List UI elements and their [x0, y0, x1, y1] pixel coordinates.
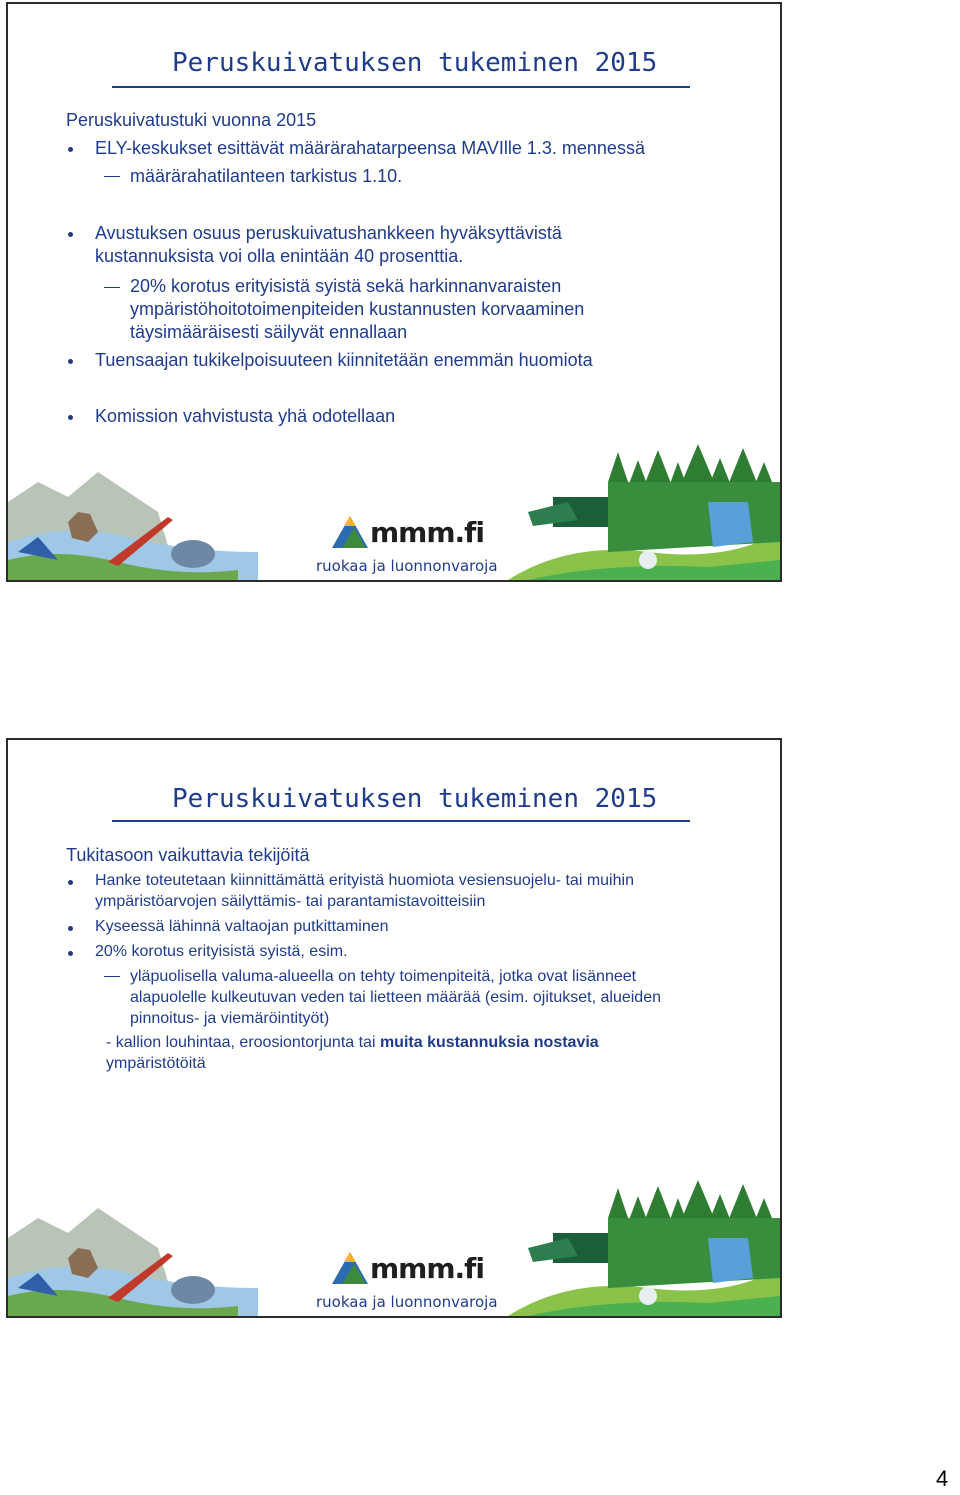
bullet-icon [68, 880, 73, 885]
note-text-plain: - kallion louhintaa, eroosiontorjunta tai [106, 1034, 380, 1051]
sub-bullet-text: määrärahatilanteen tarkistus 1.10. [130, 166, 403, 186]
bullet-text: Avustuksen osuus peruskuivatushankkeen hyväksyttävistä [95, 223, 562, 243]
sub-bullet-text-cont: alapuolelle kulkeutuvan veden tai lietteen määrää (esim. ojitukset, alueiden [130, 989, 661, 1006]
bullet-icon [68, 951, 73, 956]
bullet-text: Kyseessä lähinnä valtaojan putkittaminen [95, 918, 389, 935]
slide-1 [6, 2, 782, 582]
dash-icon [104, 976, 120, 977]
logo-tagline: ruokaa ja luonnonvaroja [316, 557, 498, 575]
bullet-text-cont: kustannuksista voi olla enintään 40 prosenttia. [95, 246, 464, 266]
section-heading: Tukitasoon vaikuttavia tekijöitä [66, 845, 310, 865]
note-text [106, 1034, 599, 1052]
bullet-icon [68, 232, 73, 237]
slide-title: Peruskuivatuksen tukeminen 2015 [172, 784, 658, 814]
logo-tagline: ruokaa ja luonnonvaroja [316, 1293, 498, 1311]
logo-wordmark: mmm.fi [370, 516, 484, 549]
note-text-bold: muita kustannuksia nostavia [379, 1034, 599, 1051]
mmm-logo-icon [330, 514, 370, 550]
logo-wordmark: mmm.fi [370, 1252, 484, 1285]
bullet-text: ELY-keskukset esittävät määrärahatarpeensa MAVIlle 1.3. mennessä [95, 138, 645, 158]
section-heading: Peruskuivatustuki vuonna 2015 [66, 110, 317, 130]
bullet-icon [68, 926, 73, 931]
sub-bullet-text: 20% korotus erityisistä syistä sekä harkinnanvaraisten [130, 276, 562, 296]
slide-title: Peruskuivatuksen tukeminen 2015 [172, 48, 658, 78]
note-text-cont: ympäristötöitä [106, 1055, 206, 1072]
title-underline [112, 86, 690, 88]
sub-bullet-text: yläpuolisella valuma-alueella on tehty toimenpiteitä, jotka ovat lisänneet [130, 968, 637, 985]
slide-2 [6, 738, 782, 1318]
dash-icon [104, 287, 120, 288]
bullet-text-cont: ympäristöarvojen säilyttämis- tai parantamistavoitteisiin [95, 893, 486, 910]
bullet-icon [68, 147, 73, 152]
bullet-text: Hanke toteutetaan kiinnittämättä erityistä huomiota vesiensuojelu- tai muihin [95, 872, 634, 889]
sub-bullet-text-cont: täysimääräisesti säilyvät ennallaan [130, 322, 408, 342]
bullet-text: Komission vahvistusta yhä odotellaan [95, 406, 396, 426]
page-number: 4 [936, 1466, 949, 1491]
bullet-text: Tuensaajan tukikelpoisuuteen kiinnitetään enemmän huomiota [95, 350, 593, 370]
dash-icon [104, 176, 120, 177]
sub-bullet-text-cont: ympäristöhoitotoimenpiteiden kustannusten korvaaminen [130, 299, 585, 319]
mmm-logo-icon [330, 1250, 370, 1286]
bullet-icon [68, 415, 73, 420]
bullet-text: 20% korotus erityisistä syistä, esim. [95, 943, 348, 960]
bullet-icon [68, 359, 73, 364]
title-underline [112, 820, 690, 822]
sub-bullet-text-cont: pinnoitus- ja viemäröintityöt) [130, 1010, 330, 1027]
